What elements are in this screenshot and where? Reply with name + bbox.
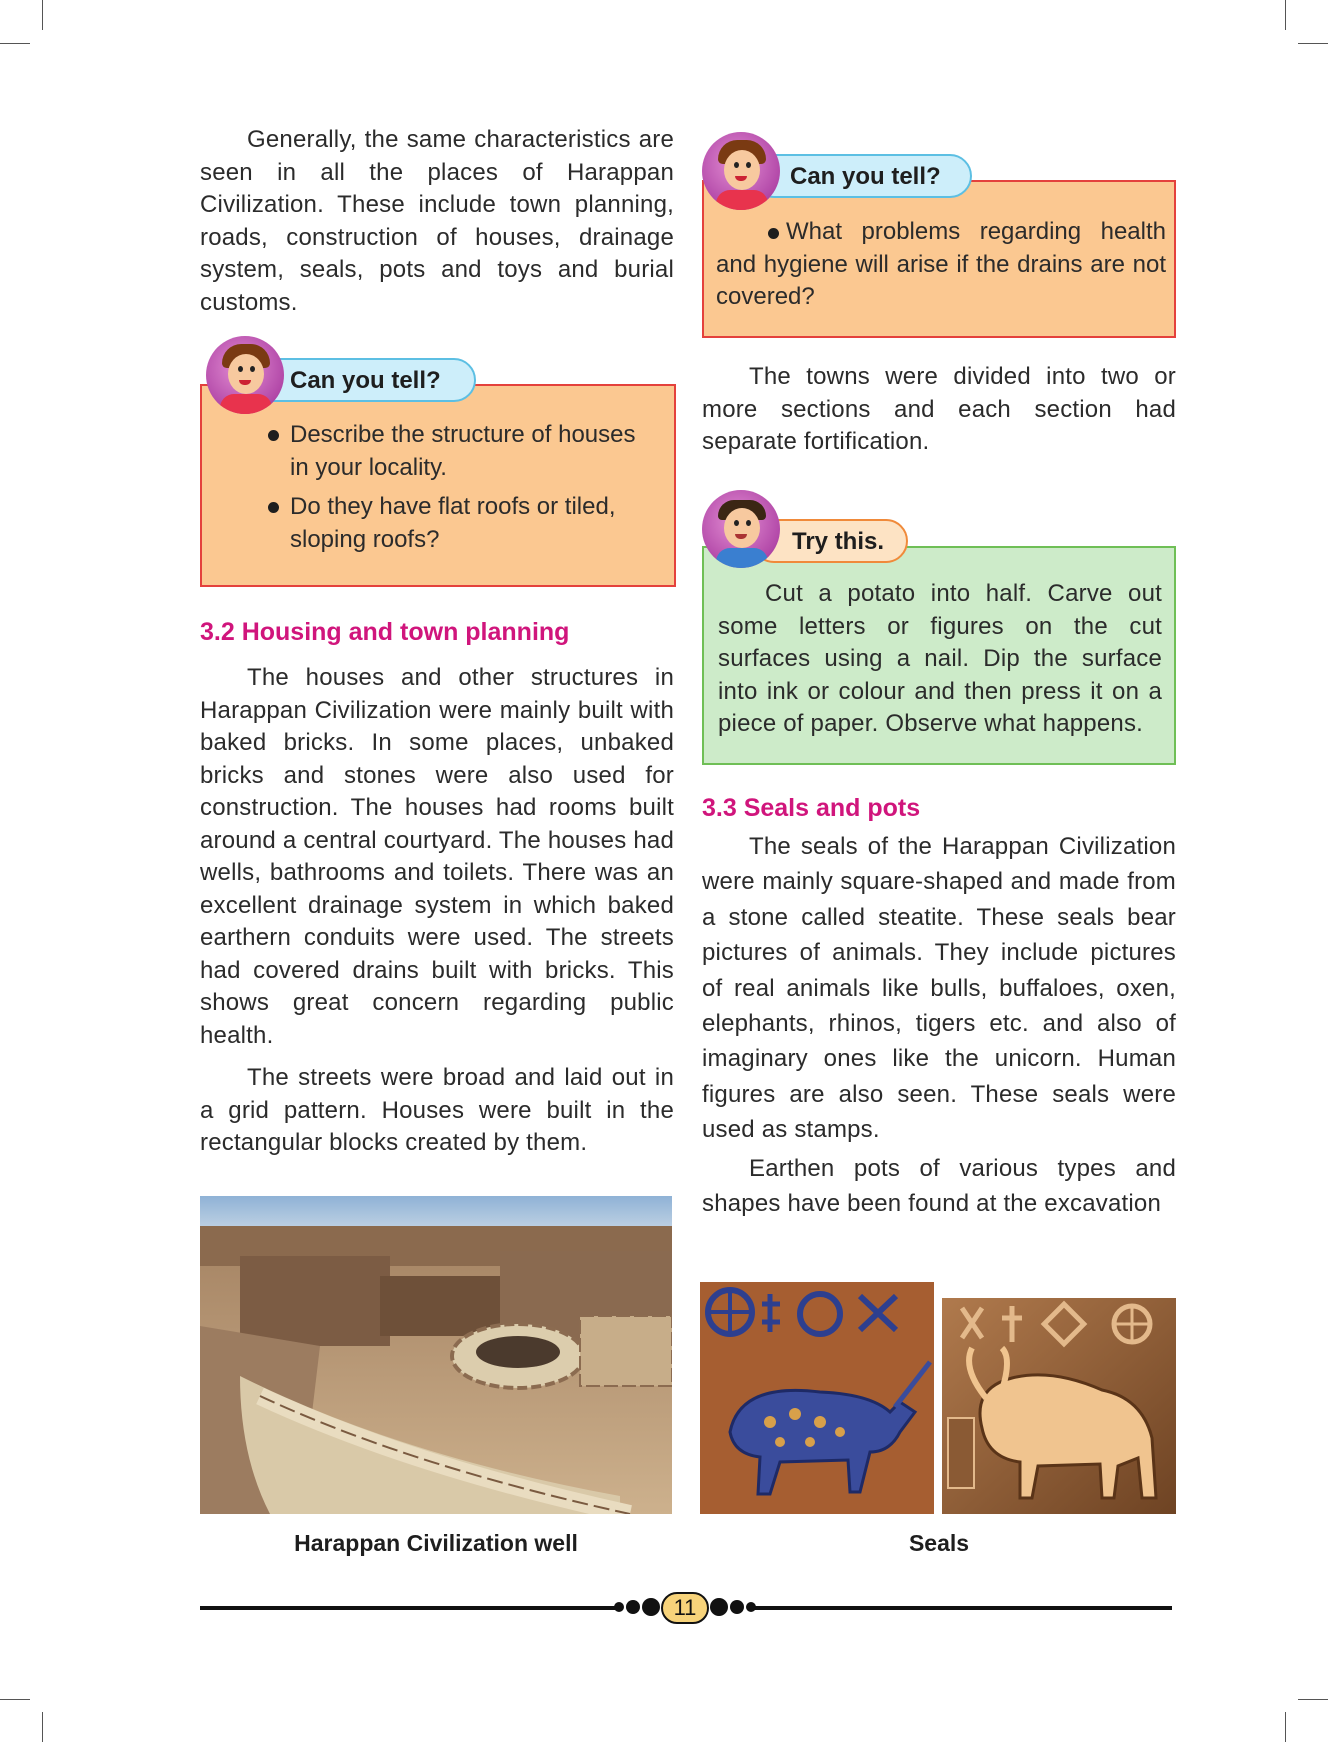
can-you-tell-box-left: [200, 384, 676, 587]
girl-avatar-icon: [206, 336, 284, 414]
towns-paragraph: The towns were divided into two or more sections and each section had separate fortification.: [702, 363, 1176, 455]
left-column: [200, 124, 674, 319]
bullet-icon: [268, 502, 279, 513]
question-text: Do they have flat roofs or tiled, sloping roofs?: [290, 493, 616, 553]
bead-ornament-icon: [626, 1600, 640, 1614]
well-caption: Harappan Civilization well: [294, 1530, 578, 1556]
question-text-wrapper: [716, 216, 1166, 314]
crop-mark: [1298, 1699, 1328, 1700]
streets-paragraph: The streets were broad and laid out in a grid pattern. Houses were built in the rectangular blocks created by them.: [200, 1064, 674, 1156]
list-item: [290, 418, 660, 484]
crop-mark: [1285, 0, 1286, 30]
bead-ornament-icon: [710, 1598, 728, 1616]
can-you-tell-box-right: [702, 180, 1176, 338]
bead-ornament-icon: [614, 1602, 624, 1612]
crop-mark: [42, 0, 43, 30]
pots-paragraph: Earthen pots of various types and shapes have been found at the excavation: [702, 1154, 1176, 1218]
seals-paragraph: The seals of the Harappan Civilization were mainly square-shaped and made from a stone called steatite. These seals bear pictures of animals. They include pictures of real animals like bulls, buffaloes, oxen, elephants, rhinos, tigers etc. and also of imaginary ones like the unicorn. Human figures are also seen. These seals were used as stamps.: [702, 833, 1176, 1144]
section-heading-3-2: 3.2 Housing and town planning: [200, 618, 570, 646]
unicorn-seal-photo: [700, 1282, 934, 1514]
intro-paragraph: Generally, the same characteristics are seen in all the places of Harappan Civilization. These include town planning, roads, construction of houses, drainage system, seals, pots and toys and burial customs.: [200, 126, 674, 316]
boy-avatar-icon: [702, 490, 780, 568]
well-illustration-icon: [200, 1196, 672, 1514]
can-you-tell-label-left: [252, 358, 476, 402]
crop-mark: [42, 1712, 43, 1742]
girl-avatar-icon: [702, 132, 780, 210]
bull-seal-photo: [942, 1298, 1176, 1514]
question-list: [290, 418, 660, 556]
seal-illustration-icon: [942, 1298, 1176, 1514]
can-you-tell-label-right: [752, 154, 972, 198]
housing-paragraph: The houses and other structures in Harappan Civilization were mainly built with baked bricks. In some places, unbaked bricks and stones were also used for construction. The houses had rooms built around a central courtyard. The houses had wells, bathrooms and toilets. There was an excellent drainage system in which baked earthern conduits were used. The streets had covered drains built with bricks. This shows great concern regarding public health.: [200, 664, 674, 1049]
footer-rule-right: [752, 1606, 1172, 1610]
label-text: Can you tell?: [790, 163, 941, 190]
question-text: Describe the structure of houses in your locality.: [290, 421, 636, 481]
footer-rule-left: [200, 1606, 620, 1610]
bead-ornament-icon: [730, 1600, 744, 1614]
crop-mark: [1298, 43, 1328, 44]
question-text: What problems regarding health and hygiene will arise if the drains are not covered?: [716, 218, 1166, 310]
try-this-box: [702, 546, 1176, 765]
list-item: [290, 490, 660, 556]
page-number: 11: [661, 1592, 709, 1624]
bullet-icon: [268, 430, 279, 441]
harappan-well-photo: [200, 1196, 672, 1514]
bead-ornament-icon: [746, 1602, 756, 1612]
seals-caption: Seals: [908, 1530, 970, 1556]
housing-text: [200, 662, 674, 1160]
seals-text: [702, 829, 1176, 1221]
bullet-icon: [768, 228, 779, 239]
try-this-text: Cut a potato into half. Carve out some letters or figures on the cut surfaces using a nail. Dip the surface into ink or colour and then press it on a piece of paper. Observe what happens.: [718, 580, 1162, 737]
bead-ornament-icon: [642, 1598, 660, 1616]
crop-mark: [0, 43, 30, 44]
towns-text: [702, 361, 1176, 459]
seal-illustration-icon: [700, 1282, 934, 1514]
label-text: Can you tell?: [290, 367, 441, 394]
crop-mark: [0, 1699, 30, 1700]
label-text: Try this.: [792, 528, 885, 555]
section-heading-3-3: 3.3 Seals and pots: [702, 794, 921, 822]
crop-mark: [1285, 1712, 1286, 1742]
